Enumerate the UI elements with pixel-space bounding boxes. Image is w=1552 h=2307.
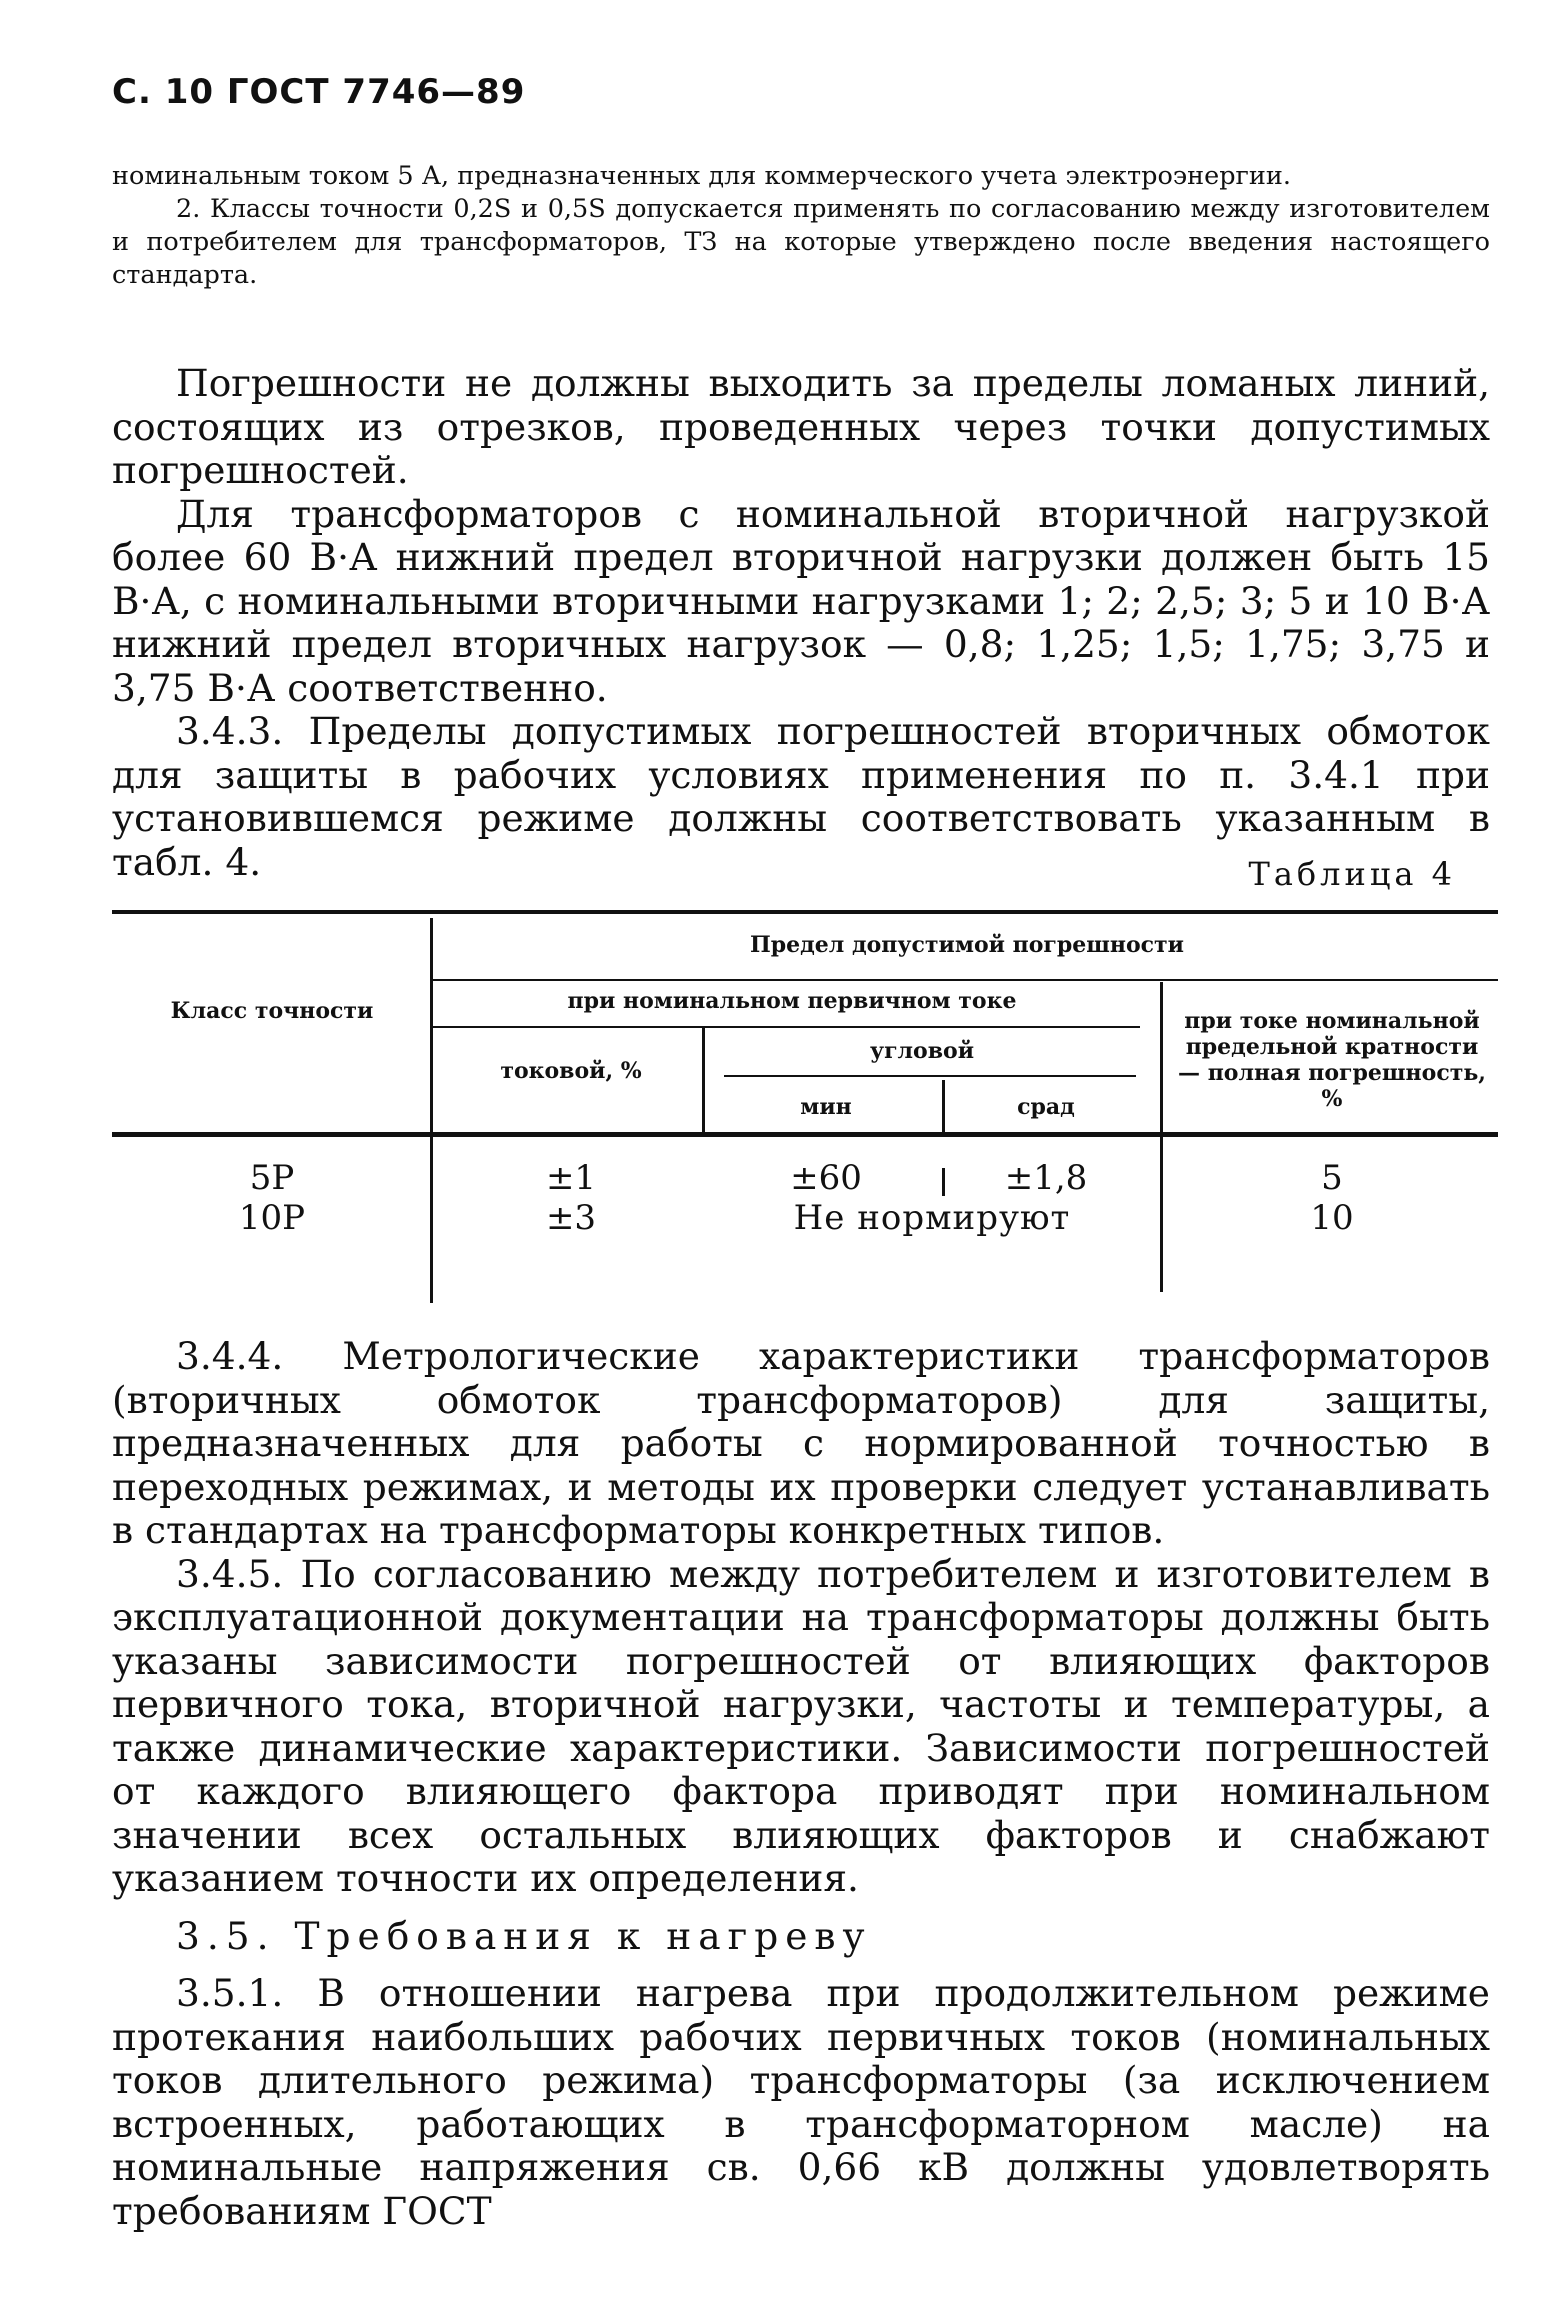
header-crad: срад — [1017, 1094, 1075, 1120]
header-at-nominal: при номинальном первичном токе — [567, 988, 1017, 1014]
header-angular: угловой — [869, 1038, 975, 1064]
paragraph-errors: Погрешности не должны выходить за пределы ломаных линий, состоящих из отрезков, проведенных через точки допустимых погрешностей. — [112, 361, 1490, 492]
header-composite: при токе номинальной предельной кратности — полная погрешность, % — [1178, 1008, 1486, 1112]
header-limit: Предел допустимой погрешности — [749, 932, 1185, 958]
body-lower — [112, 1335, 1490, 2233]
running-header: С. 10 ГОСТ 7746—89 — [112, 72, 526, 112]
notes-block — [112, 160, 1490, 292]
paragraph-loads: Для трансформаторов с номинальной вторичной нагрузкой более 60 В·А нижний предел вторичной нагрузки должен быть 15 В·А, с номинальными вторичными нагрузками 1; 2; 2,5; 3; 5 и 10 В·А нижний предел вторичных нагрузок — 0,8; 1,25; 1,5; 1,75; 3,75 и 3,75 В·А соответственно. — [112, 491, 1490, 710]
note-2: 2. Классы точности 0,2S и 0,5S допускается применять по согласованию между изготовителем и потребителем для трансформаторов, ТЗ на которые утверждено после введения настоящего стандарта. — [112, 194, 1490, 290]
row-10p-composite: 10 — [1310, 1198, 1354, 1238]
header-class: Класс точности — [170, 998, 374, 1024]
paragraph-3-5-1: 3.5.1. В отношении нагрева при продолжительном режиме протекания наибольших рабочих первичных токов (номинальных токов длительного режима) трансформаторы (за исключением встроенных, работающих в трансформаторном масле) на номинальные напряжения св. 0,66 кВ должны удовлетворять требованиям ГОСТ — [112, 1971, 1490, 2233]
row-10p-angular: Не нормируют — [793, 1198, 1071, 1238]
header-current-error: токовой, % — [500, 1058, 642, 1084]
table-4 — [112, 910, 1498, 1305]
paragraph-3-4-3: 3.4.3. Пределы допустимых погрешностей вторичных обмоток для защиты в рабочих условиях применения по п. 3.4.1 при установившемся режиме должны соответствовать указанным в табл. 4. — [112, 709, 1490, 884]
body-upper — [112, 362, 1490, 884]
row-5p-current: ±1 — [545, 1158, 597, 1198]
note-continuation: номинальным током 5 А, предназначенных для коммерческого учета электроэнергии. — [112, 161, 1291, 191]
row-10p-current: ±3 — [545, 1198, 597, 1238]
table-caption: Таблица 4 — [1248, 855, 1456, 893]
row-5p-crad: ±1,8 — [1004, 1158, 1088, 1198]
paragraph-3-4-4: 3.4.4. Метрологические характеристики трансформаторов (вторичных обмоток трансформаторов) для защиты, предназначенных для работы с нормированной точностью в переходных режимах, и методы их проверки следует устанавливать в стандартах на трансформаторы конкретных типов. — [112, 1334, 1490, 1552]
row-5p-composite: 5 — [1321, 1158, 1343, 1198]
row-5p-class: 5P — [249, 1158, 295, 1198]
section-title-3-5: 3.5. Требования к нагреву — [176, 1913, 872, 1958]
paragraph-3-4-5: 3.4.5. По согласованию между потребителем и изготовителем в эксплуатационной документации на трансформаторы должны быть указаны зависимости погрешностей от влияющих факторов первичного тока, вторичной нагрузки, частоты и температуры, а также динамические характеристики. Зависимости погрешностей от каждого влияющего фактора приводят при номинальном значении всех остальных влияющих факторов и снабжают указанием точности их определения. — [112, 1551, 1490, 1900]
row-5p-min: ±60 — [790, 1158, 862, 1198]
row-10p-class: 10P — [238, 1198, 306, 1238]
header-min: мин — [800, 1094, 852, 1120]
